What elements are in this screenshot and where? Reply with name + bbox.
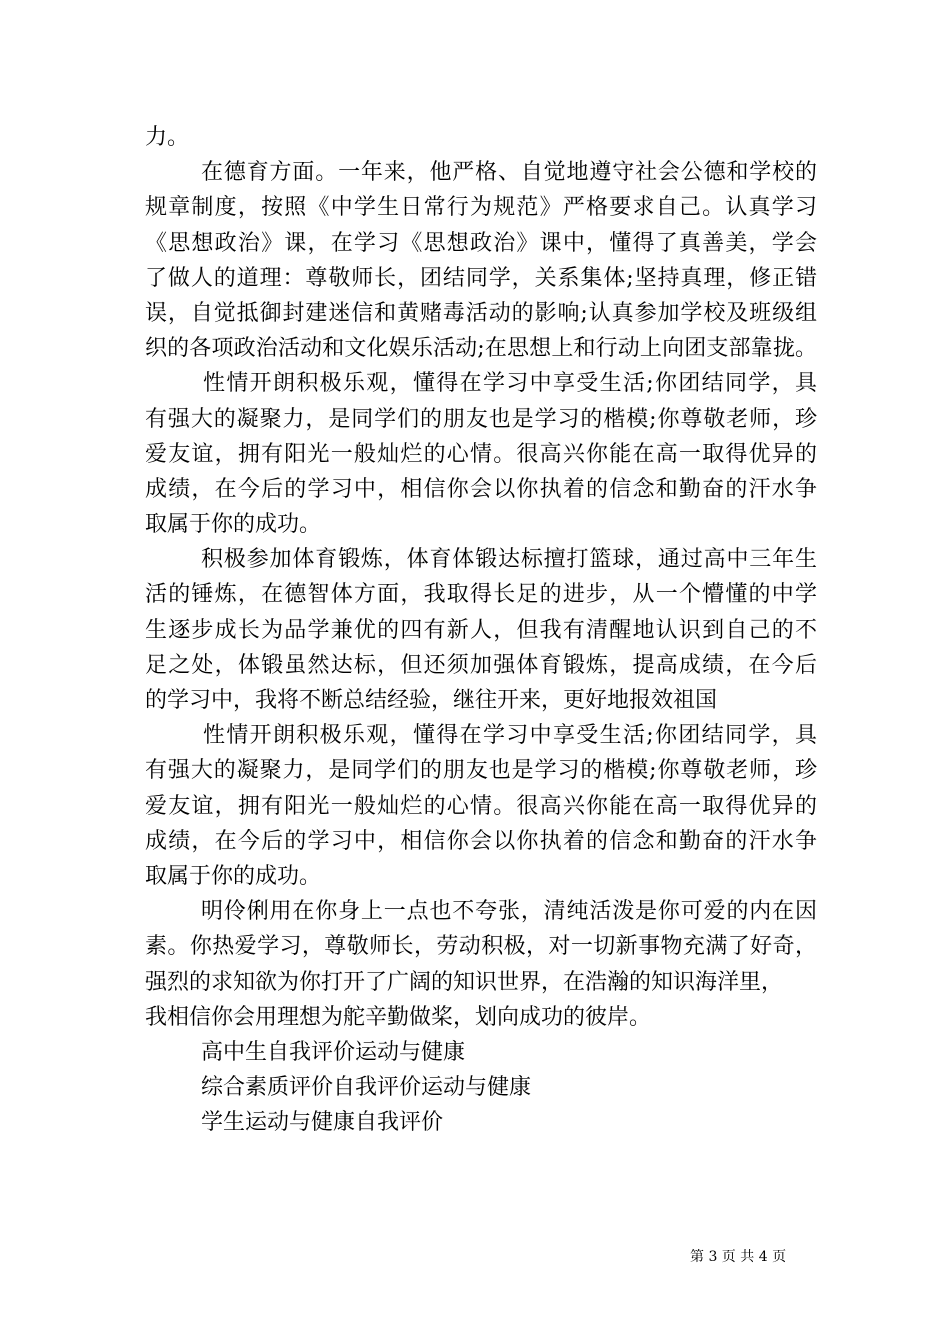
text-line: 性情开朗积极乐观，懂得在学习中享受生活;你团结同学，具 <box>203 371 817 397</box>
text-line: 在德育方面。一年来，他严格、自觉地遵守社会公德和学校的 <box>201 160 817 186</box>
text-line: 明伶俐用在你身上一点也不夸张，清纯活泼是你可爱的内在因 <box>201 899 817 925</box>
text-line: 强烈的求知欲为你打开了广阔的知识世界，在浩瀚的知识海洋里， <box>145 969 784 995</box>
text-line: 积极参加体育锻炼，体育体锻达标擅打篮球，通过高中三年生 <box>201 547 817 573</box>
text-line: 力。 <box>145 125 190 150</box>
text-line: 误，自觉抵御封建迷信和黄赌毒活动的影响;认真参加学校及班级组 <box>145 300 817 326</box>
text-line: 了做人的道理：尊敬师长，团结同学，关系集体;坚持真理，修正错 <box>145 265 817 291</box>
text-line: 有强大的凝聚力，是同学们的朋友也是学习的楷模;你尊敬老师，珍 <box>145 406 817 432</box>
text-line: 取属于你的成功。 <box>145 512 322 538</box>
text-line: 高中生自我评价运动与健康 <box>201 1039 466 1065</box>
text-line: 织的各项政治活动和文化娱乐活动;在思想上和行动上向团支部靠拢。 <box>145 336 817 362</box>
text-line: 足之处，体锻虽然达标，但还须加强体育锻炼，提高成绩，在今后 <box>145 652 817 678</box>
text-line: 爱友谊，拥有阳光一般灿烂的心情。很高兴你能在高一取得优异的 <box>145 441 817 467</box>
text-line: 性情开朗积极乐观，懂得在学习中享受生活;你团结同学，具 <box>203 723 817 749</box>
text-line: 的学习中，我将不断总结经验，继往开来，更好地报效祖国 <box>145 688 718 713</box>
text-line: 规章制度，按照《中学生日常行为规范》严格要求自己。认真学习 <box>145 195 817 221</box>
page-number: 第 3 页 共 4 页 <box>690 1249 787 1265</box>
text-line: 素。你热爱学习，尊敬师长，劳动积极，对一切新事物充满了好奇， <box>145 934 817 960</box>
text-line: 《思想政治》课，在学习《思想政治》课中，懂得了真善美，学会 <box>145 230 817 256</box>
text-line: 爱友谊，拥有阳光一般灿烂的心情。很高兴你能在高一取得优异的 <box>145 793 817 819</box>
text-line: 综合素质评价自我评价运动与健康 <box>201 1075 532 1101</box>
text-line: 我相信你会用理想为舵辛勤做桨，划向成功的彼岸。 <box>145 1004 652 1030</box>
text-line: 活的锤炼，在德智体方面，我取得长足的进步，从一个懵懂的中学 <box>145 582 817 608</box>
text-line: 有强大的凝聚力，是同学们的朋友也是学习的楷模;你尊敬老师，珍 <box>145 758 817 784</box>
text-line: 成绩，在今后的学习中，相信你会以你执着的信念和勤奋的汗水争 <box>145 476 817 502</box>
body-text <box>145 120 817 1140</box>
text-line: 取属于你的成功。 <box>145 863 322 889</box>
text-line: 学生运动与健康自我评价 <box>201 1110 444 1136</box>
text-line: 成绩，在今后的学习中，相信你会以你执着的信念和勤奋的汗水争 <box>145 828 817 854</box>
text-line: 生逐步成长为品学兼优的四有新人，但我有清醒地认识到自己的不 <box>145 617 817 643</box>
